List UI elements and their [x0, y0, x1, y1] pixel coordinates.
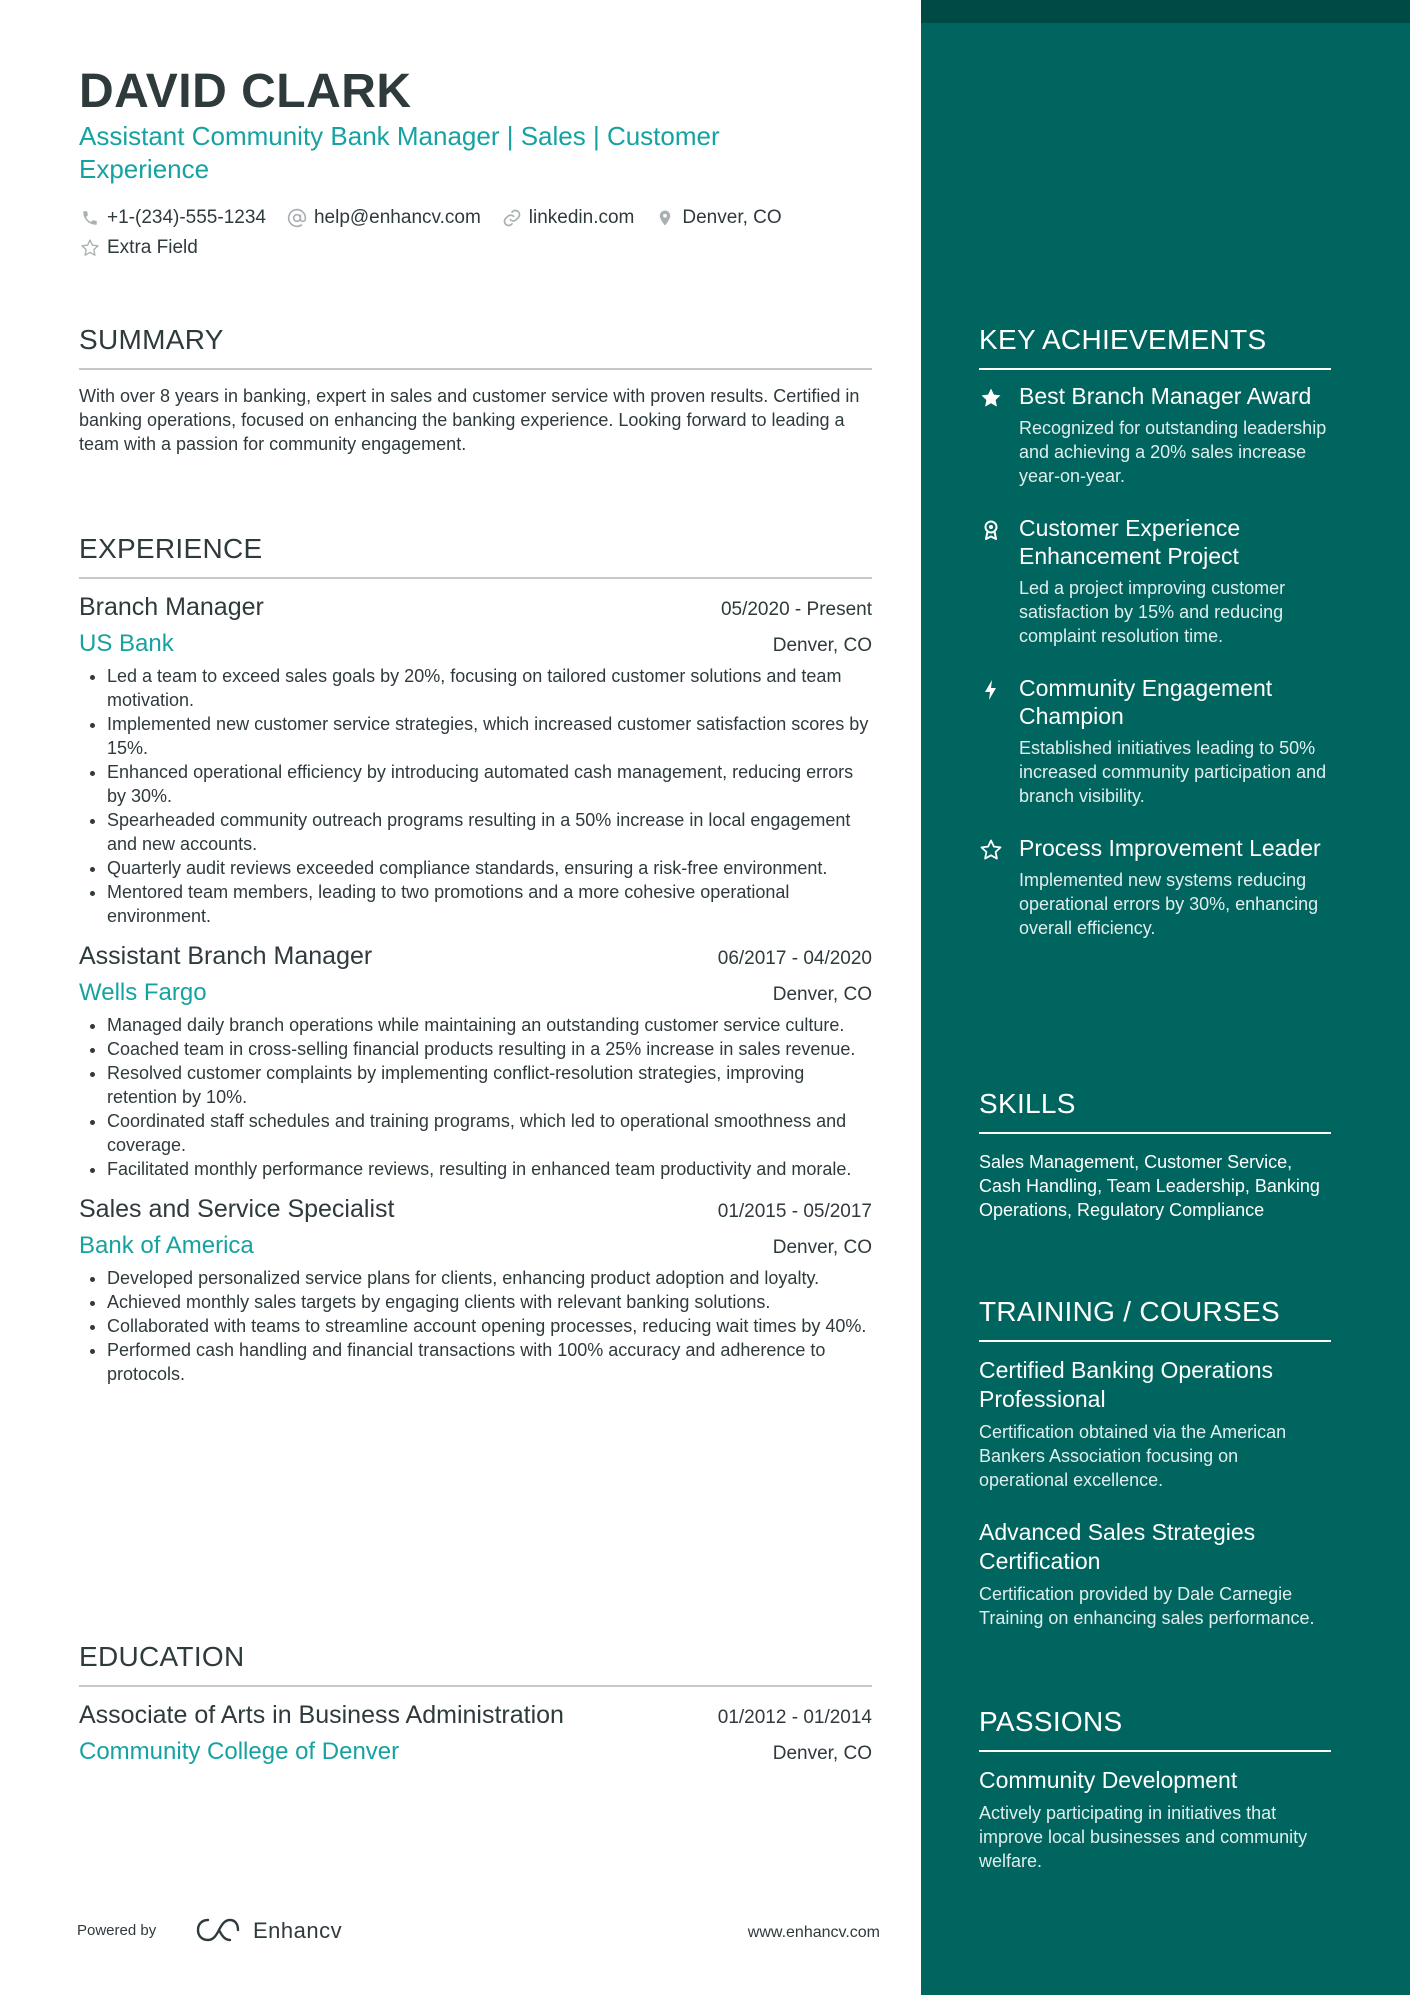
company-name: Bank of America: [79, 1232, 254, 1259]
location-text: Denver, CO: [682, 207, 782, 228]
job-bullet: • Performed cash handling and financial transactions with 100% accuracy and adherence to protocols.: [107, 1338, 872, 1386]
job-entry: [79, 1195, 872, 1386]
powered-by-text: Powered by: [77, 1922, 157, 1939]
star-filled-icon: [979, 382, 1019, 488]
job-bullet: • Coordinated staff schedules and training programs, which led to operational smoothness and coverage.: [107, 1109, 872, 1157]
section-title: SUMMARY: [79, 324, 872, 370]
phone-icon: [79, 207, 101, 229]
job-title: Sales and Service Specialist: [79, 1195, 395, 1223]
contact-extra: [79, 237, 198, 259]
achievement-desc: Led a project improving customer satisfaction by 15% and reducing complaint resolution time.: [1019, 578, 1286, 646]
section-title: PASSIONS: [979, 1706, 1331, 1752]
contact-info: [79, 205, 872, 265]
linkedin-text: linkedin.com: [528, 207, 635, 228]
contact-row: [79, 235, 872, 261]
education-location: Denver, CO: [772, 1743, 872, 1764]
contact-location: [654, 207, 781, 229]
achievements-list: [979, 382, 1331, 940]
job-title: Assistant Branch Manager: [79, 942, 373, 970]
contact-linkedin[interactable]: [501, 207, 635, 229]
phone-text: +1-(234)-555-1234: [107, 207, 266, 228]
enhancv-brand-text[interactable]: Enhancv: [253, 1918, 343, 1943]
job-location: Denver, CO: [772, 1237, 872, 1258]
achievement-title: Customer Experience Enhancement Project: [1019, 515, 1241, 569]
course-desc: Certification obtained via the American Bankers Association focusing on operational excellence.: [979, 1422, 1287, 1490]
sidebar-top-band: [921, 0, 1410, 23]
skills-section: [979, 1088, 1331, 1222]
extra-field-text: Extra Field: [107, 237, 198, 258]
job-entry: [79, 593, 872, 928]
company-name: US Bank: [79, 630, 174, 657]
achievement-title: Process Improvement Leader: [1019, 835, 1321, 861]
email-text: help@enhancv.com: [313, 207, 481, 228]
lightning-icon: [979, 674, 1019, 808]
company-name: Wells Fargo: [79, 979, 207, 1006]
website-link[interactable]: www.enhancv.com: [747, 1924, 880, 1941]
achievement-item: [979, 674, 1331, 808]
passions-section: [979, 1706, 1331, 1873]
link-icon: [501, 207, 523, 229]
passion-title: Community Development: [979, 1767, 1238, 1793]
section-title: KEY ACHIEVEMENTS: [979, 324, 1331, 370]
course-title: Certified Banking Operations Professional: [979, 1357, 1274, 1412]
course-item: [979, 1518, 1331, 1630]
job-bullet: • Developed personalized service plans for clients, enhancing product adoption and loyalty.: [107, 1266, 872, 1290]
job-bullet: • Managed daily branch operations while maintaining an outstanding customer service culture.: [107, 1013, 872, 1037]
achievement-item: [979, 382, 1331, 488]
achievement-desc: Recognized for outstanding leadership and achieving a 20% sales increase year-on-year.: [1019, 418, 1327, 486]
enhancv-logo-icon[interactable]: [194, 1916, 242, 1944]
skills-text: Sales Management, Customer Service, Cash Handling, Team Leadership, Banking Operations, Regulatory Compliance: [979, 1152, 1320, 1220]
course-desc: Certification provided by Dale Carnegie Training on enhancing sales performance.: [979, 1584, 1315, 1628]
achievement-desc: Implemented new systems reducing operational errors by 30%, enhancing overall efficiency.: [1019, 870, 1319, 938]
summary-text: With over 8 years in banking, expert in sales and customer service with proven results. Certified in banking operations, focused on enhancing the banking experience. Looking forward to leading a team with a passion for community engagement.: [79, 386, 860, 454]
job-bullet: • Enhanced operational efficiency by introducing automated cash management, reducing errors by 30%.: [107, 760, 872, 808]
job-date: 01/2015 - 05/2017: [717, 1201, 872, 1222]
job-bullet: • Led a team to exceed sales goals by 20%, focusing on tailored customer solutions and team motivation.: [107, 664, 872, 712]
job-entry: [79, 942, 872, 1181]
job-bullet: • Collaborated with teams to streamline account opening processes, reducing wait times by 40%.: [107, 1314, 872, 1338]
job-bullet: • Achieved monthly sales targets by engaging clients with relevant banking solutions.: [107, 1290, 872, 1314]
job-bullets: [79, 1013, 872, 1181]
star-outline-icon: [979, 834, 1019, 940]
course-title: Advanced Sales Strategies Certification: [979, 1519, 1256, 1574]
award-ribbon-icon: [979, 514, 1019, 648]
contact-row: [79, 205, 872, 231]
achievement-title: Community Engagement Champion: [1019, 675, 1273, 729]
school-name: Community College of Denver: [79, 1738, 400, 1765]
job-bullet: • Mentored team members, leading to two promotions and a more cohesive operational environment.: [107, 880, 872, 928]
job-date: 06/2017 - 04/2020: [717, 948, 872, 969]
section-title: EDUCATION: [79, 1641, 872, 1687]
star-outline-icon: [79, 237, 101, 259]
training-section: [979, 1296, 1331, 1630]
map-pin-icon: [654, 207, 676, 229]
education-entry: [79, 1701, 872, 1766]
achievement-item: [979, 514, 1331, 648]
footer: [77, 1916, 880, 1946]
achievement-title: Best Branch Manager Award: [1019, 383, 1312, 409]
job-location: Denver, CO: [772, 984, 872, 1005]
job-bullet: • Resolved customer complaints by implementing conflict-resolution strategies, improving retention by 10%.: [107, 1061, 872, 1109]
job-bullet: • Spearheaded community outreach programs resulting in a 50% increase in local engagement and new accounts.: [107, 808, 872, 856]
candidate-name: DAVID CLARK: [79, 65, 412, 118]
contact-phone[interactable]: [79, 207, 266, 229]
course-item: [979, 1356, 1331, 1492]
job-bullet: • Implemented new customer service strategies, which increased customer satisfaction scores by 15%.: [107, 712, 872, 760]
job-title: Branch Manager: [79, 593, 264, 621]
job-bullet: • Facilitated monthly performance reviews, resulting in enhanced team productivity and morale.: [107, 1157, 872, 1181]
job-bullets: [79, 1266, 872, 1386]
achievement-item: [979, 834, 1331, 940]
job-date: 05/2020 - Present: [720, 599, 872, 620]
at-sign-icon: [286, 207, 308, 229]
degree-title: Associate of Arts in Business Administration: [79, 1701, 564, 1729]
achievement-desc: Established initiatives leading to 50% increased community participation and branch visibility.: [1019, 738, 1327, 806]
passion-item: [979, 1766, 1331, 1873]
section-title: EXPERIENCE: [79, 533, 872, 579]
job-bullet: • Coached team in cross-selling financial products resulting in a 25% increase in sales revenue.: [107, 1037, 872, 1061]
section-title: SKILLS: [979, 1088, 1331, 1134]
summary-section: [79, 324, 872, 456]
job-bullet: • Quarterly audit reviews exceeded compliance standards, ensuring a risk-free environment.: [107, 856, 872, 880]
contact-email[interactable]: [286, 207, 481, 229]
achievements-section: [979, 324, 1331, 966]
section-title: TRAINING / COURSES: [979, 1296, 1331, 1342]
job-location: Denver, CO: [772, 635, 872, 656]
education-date: 01/2012 - 01/2014: [717, 1707, 872, 1728]
sidebar-background: [921, 0, 1410, 1995]
education-section: [79, 1641, 872, 1766]
experience-section: [79, 533, 872, 1386]
passion-desc: Actively participating in initiatives that improve local businesses and community welfare.: [979, 1803, 1308, 1871]
candidate-headline: Assistant Community Bank Manager | Sales | Customer Experience: [79, 121, 720, 184]
job-bullets: [79, 664, 872, 928]
